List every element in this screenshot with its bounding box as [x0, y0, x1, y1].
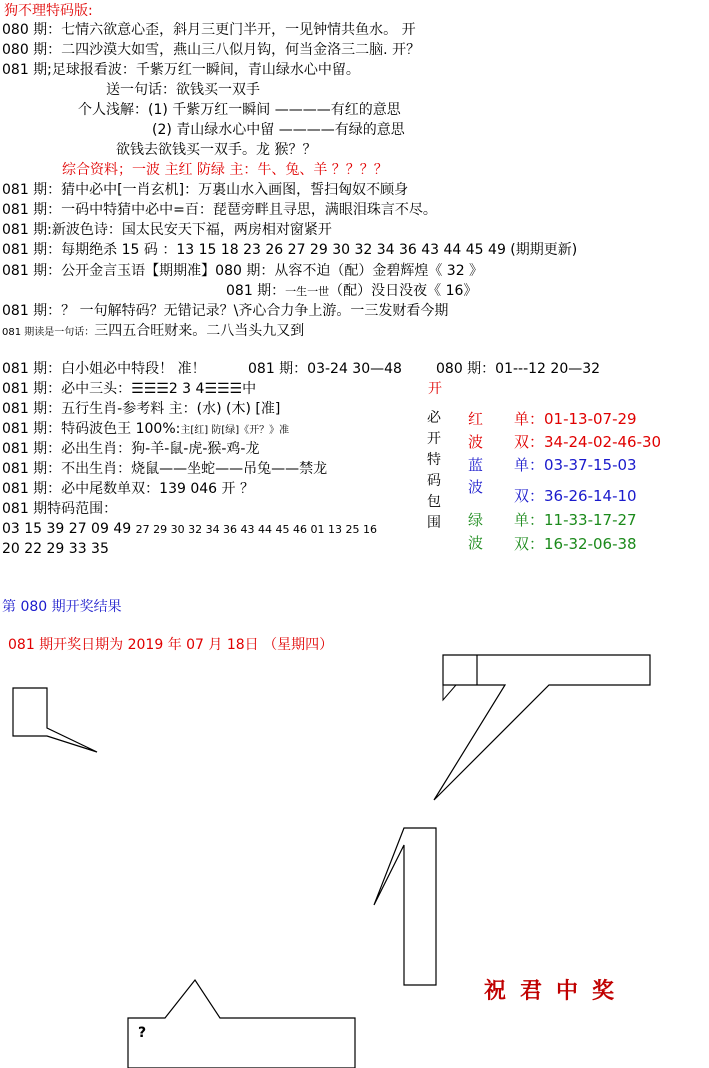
question-box-shape — [128, 980, 355, 1068]
blue-single-numbers: 单：03-37-15-03 — [514, 456, 637, 474]
interpretation-3: 欲钱去欲钱买一双手。龙 猴？？ — [116, 142, 317, 158]
line-081-kill-15: 081 期：每期绝杀 15 码 ：13 15 18 23 26 27 29 30 32 34 36 43 44 45 49 (期期更新) — [2, 242, 578, 258]
wave-green-char: 绿 — [468, 511, 484, 529]
wave-green-char-2: 波 — [468, 534, 484, 552]
range-numbers-big: 03 15 39 27 09 49 — [2, 521, 132, 537]
football-line: 081 期;足球报看波：千紫万红一瞬间，青山绿水心中留。 — [2, 62, 360, 78]
digit-one-shape — [374, 828, 436, 985]
vertical-label-char: 开 — [427, 431, 441, 447]
gift-phrase: 送一句话：欲钱买一双手 — [106, 82, 260, 98]
line-081-guess: 081 期：猜中必中[一肖玄机]：万裏山水入画图，誓扫匈奴不顾身 — [2, 182, 409, 198]
vertical-label-char: 围 — [427, 515, 441, 531]
line-080-segment-range: 080 期：01---12 20—32 — [436, 361, 601, 377]
wave-blue-char-2: 波 — [468, 478, 484, 496]
draw-date: 081 期开奖日期为 2019 年 07 月 18日 （星期四） — [8, 637, 334, 653]
green-double-numbers: 双：16-32-06-38 — [514, 535, 637, 553]
results-link[interactable]: 第 080 期开奖结果 — [2, 599, 122, 615]
line-081-one-sentence: 081 期：？ 一句解特码？无错记录？\齐心合力争上游。一三发财看今期 — [2, 303, 449, 319]
read-sentence-text: 三四五合旺财来。二八当头九又到 — [94, 323, 305, 339]
summary-line: 综合资料；一波 主红 防绿 主：牛、兔、羊 ？？？？ — [62, 162, 388, 178]
line-081-must-zodiac: 081 期：必出生肖：狗-羊-鼠-虎-猴-鸡-龙 — [2, 441, 260, 457]
line-081-one-code: 081 期：一码中特猜中必中=百：琵琶旁畔且寻思，满眼泪珠言不尽。 — [2, 202, 437, 218]
line-081-golden-words: 081 期：公开金言玉语【期期准】080 期：从容不迫（配）金碧辉煌《 32 》 — [2, 263, 484, 279]
line-081-three-heads: 081 期：必中三头：☰☰☰2 3 4☰☰☰中 — [2, 381, 257, 397]
green-single-numbers: 单：11-33-17-27 — [514, 511, 637, 529]
open-mark: 开 — [428, 381, 442, 397]
vertical-label-char: 必 — [427, 410, 441, 426]
red-double-numbers: 双：34-24-02-46-30 — [514, 433, 662, 451]
line-081-tail-numbers: 081 期：必中尾数单双：139 046 开 ？ — [2, 481, 254, 497]
line-081-not-zodiac: 081 期：不出生肖：烧鼠——坐蛇——吊兔——禁龙 — [2, 461, 328, 477]
wave-blue-char: 蓝 — [468, 456, 484, 474]
line-081-segment-range: 081 期：03-24 30—48 — [248, 361, 402, 377]
interpretation-1: 个人浅解：(1) 千紫万红一瞬间 ————有红的意思 — [78, 102, 401, 118]
line-081-range-numbers-2: 20 22 29 33 35 — [2, 541, 109, 557]
line-081-five-elements: 081 期：五行生肖-参考料 主：(水) (木) [准] — [2, 401, 281, 417]
bubble-tail-shape — [443, 685, 456, 700]
page-title: 狗不理特码版: — [4, 3, 93, 19]
pair-prefix: 081 期： — [226, 283, 286, 299]
vertical-label-char: 码 — [427, 473, 441, 489]
vertical-label-char: 包 — [427, 494, 441, 510]
blue-double-numbers: 双：36-26-14-10 — [514, 487, 637, 505]
wave-king-detail: 主[红] 防[绿]《开？》准 — [180, 425, 290, 436]
line-081-range-title: 081 期特码范围： — [2, 501, 118, 517]
line-081-segment: 081 期：白小姐必中特段！ 准！ — [2, 361, 206, 377]
pair-suffix: （配）没日没夜《 16》 — [329, 283, 478, 299]
line-081-wave-poem: 081 期:新波色诗：国太民安天下福，两房相对窗紧开 — [2, 222, 332, 238]
blessing-text: 祝君中奖 — [484, 978, 629, 1004]
question-mark: ? — [138, 1025, 147, 1041]
speech-bubble-shape — [13, 688, 97, 752]
interpretation-2: (2) 青山绿水心中留 ————有绿的意思 — [152, 122, 405, 138]
wave-red-char: 红 — [468, 410, 484, 428]
wave-red-char-2: 波 — [468, 433, 484, 451]
banner-box-shape — [434, 655, 650, 800]
pair-phrase: 一生一世 — [285, 285, 330, 298]
poem-line-080-b: 080 期：二四沙漠大如雪，燕山三八似月钩，何当金洛三二脑. 开？ — [2, 42, 421, 58]
poem-line-080-a: 080 期：七情六欲意心歪，斜月三更门半开，一见钟情共鱼水。 开 — [2, 22, 416, 38]
range-numbers-small: 27 29 30 32 34 36 43 44 45 46 01 13 25 16 — [135, 523, 378, 536]
read-sentence-prefix: 081 期读是一句话： — [2, 327, 95, 338]
wave-king-prefix: 081 期：特码波色王 100%: — [2, 421, 181, 437]
red-single-numbers: 单：01-13-07-29 — [514, 410, 637, 428]
vertical-label-char: 特 — [427, 452, 441, 468]
